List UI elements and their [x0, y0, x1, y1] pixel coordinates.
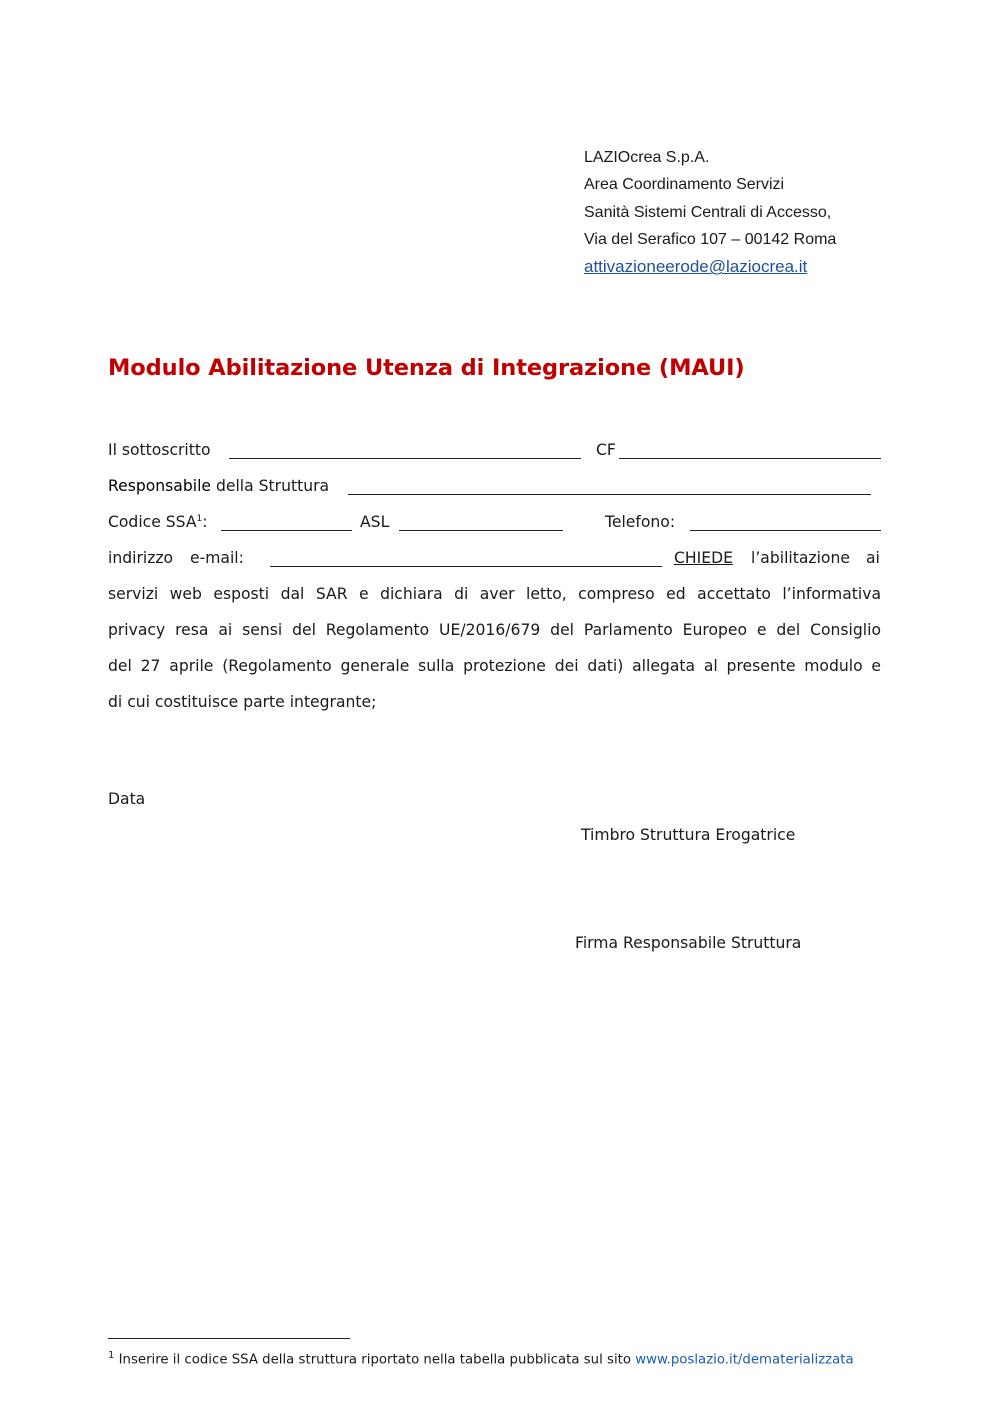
- sottoscritto-field[interactable]: [229, 458, 581, 459]
- recipient-street: Via del Serafico 107 – 00142 Roma: [584, 230, 837, 248]
- footnote: [108, 1350, 854, 1367]
- footnote-link[interactable]: www.poslazio.it/dematerializzata: [635, 1352, 854, 1368]
- body-line-4: di cui costituisce parte integrante;: [108, 693, 377, 711]
- footnote-ref: 1: [196, 513, 203, 524]
- codice-ssa-colon: :: [202, 513, 208, 531]
- page-title: Modulo Abilitazione Utenza di Integrazione (MAUI): [108, 355, 745, 381]
- responsabile-line: [108, 477, 329, 495]
- struttura-field[interactable]: [348, 494, 871, 495]
- telefono-field[interactable]: [690, 530, 881, 531]
- cf-label: CF: [596, 441, 616, 459]
- codice-ssa-label: Codice SSA: [108, 513, 197, 531]
- footnote-divider: [108, 1338, 350, 1339]
- responsabile-label: Responsabile: [108, 477, 212, 495]
- asl-label: ASL: [360, 513, 390, 531]
- sottoscritto-label: Il sottoscritto: [108, 441, 211, 459]
- email-field[interactable]: [270, 566, 662, 567]
- footnote-text: Inserire il codice SSA della struttura riportato nella tabella pubblicata sul sito: [118, 1352, 631, 1368]
- timbro-label: Timbro Struttura Erogatrice: [581, 826, 796, 844]
- telefono-label: Telefono:: [605, 513, 676, 531]
- email-label-part1: indirizzo: [108, 549, 174, 567]
- chiede-label: CHIEDE: [674, 549, 733, 567]
- abilitazione-word: l’abilitazione: [751, 549, 850, 567]
- body-line-2: privacy resa ai sensi del Regolamento UE/2016/679 del Parlamento Europeo e del Consiglio: [108, 621, 881, 639]
- email-label-part2: e-mail:: [190, 549, 244, 567]
- body-line-3: del 27 aprile (Regolamento generale sulla protezione dei dati) allegata al presente modulo e: [108, 657, 881, 675]
- body-line-1: servizi web esposti dal SAR e dichiara di aver letto, compreso ed accettato l’informativa: [108, 585, 881, 603]
- asl-field[interactable]: [399, 530, 563, 531]
- recipient-department: Area Coordinamento Servizi: [584, 176, 785, 194]
- recipient-address: [584, 144, 836, 281]
- cf-field[interactable]: [619, 458, 881, 459]
- ai-word: ai: [866, 549, 880, 567]
- codice-ssa-line: [108, 513, 208, 531]
- codice-ssa-field[interactable]: [221, 530, 352, 531]
- footnote-number: 1: [108, 1350, 115, 1361]
- recipient-division: Sanità Sistemi Centrali di Accesso,: [584, 203, 832, 221]
- data-label: Data: [108, 790, 146, 808]
- struttura-label: della Struttura: [215, 477, 330, 495]
- recipient-company: LAZIOcrea S.p.A.: [584, 149, 710, 166]
- firma-label: Firma Responsabile Struttura: [575, 934, 802, 952]
- recipient-email-link[interactable]: attivazioneerode@laziocrea.it: [584, 257, 808, 277]
